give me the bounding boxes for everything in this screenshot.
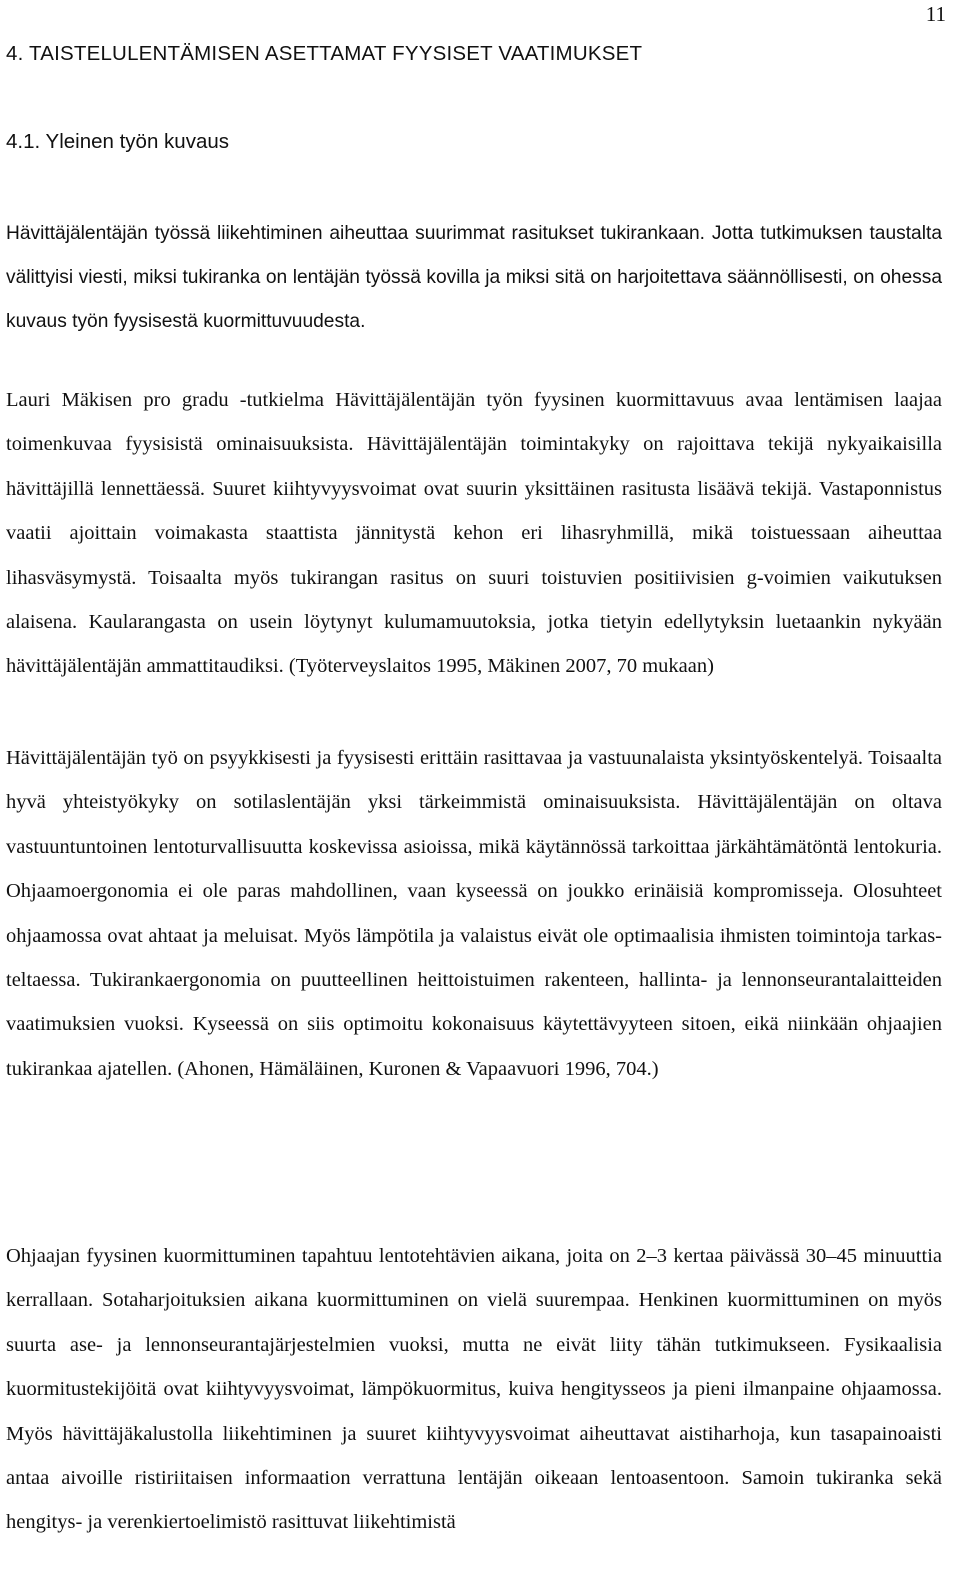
page-number: 11	[925, 2, 946, 26]
chapter-heading: 4. TAISTELULENTÄMISEN ASETTAMAT FYYSISET VAATIMUKSET	[6, 42, 643, 65]
paragraph-intro: Hävittäjälentäjän työssä liikehtiminen aiheuttaa suurimmat rasitukset tukirankaan. Jotta tutkimuksen taustalta välittyisi viesti, miksi tukiranka on lentäjän työssä kovilla ja miksi sitä on harjoitettava säännöllisesti, on ohessa kuvaus työn fyysisestä kuormittuvuudesta.	[6, 223, 942, 332]
paragraph-physical-load: Ohjaajan fyysinen kuormittuminen tapahtuu lentotehtävien aikana, joita on 2–3 kertaa päivässä 30–45 minuuttia kerrallaan. Sotaharjoituksien aikana kuormittuminen on vielä suurempaa. Henkinen kuormittuminen on myös suurta ase- ja lennonseurantajärjestelmien vuoksi, mutta ne eivät liity tähän tutkimukseen. Fysikaalisia kuormitustekijöitä ovat kiihtyvyysvoimat, lämpökuormitus, kuiva hengitysseos ja pieni ilmanpaine ohjaamossa. Myös hävittäjäkalustolla liikehtiminen ja suuret kiihtyvyysvoimat aiheuttavat aistiharhoja, kun tasapainoaisti antaa aivoille ristiriitaisen informaation verrattuna lentäjän oikeaan lentoasentoon. Samoin tukiranka sekä hengitys- ja verenkiertoelimistö rasittuvat liikehtimistä	[6, 1245, 942, 1534]
section-heading: 4.1. Yleinen työn kuvaus	[6, 130, 229, 153]
paragraph-workload: Hävittäjälentäjän työ on psyykkisesti ja fyysisesti erittäin rasittavaa ja vastuunalaista yksintyöskentelyä. Toisaalta hyvä yhteistyökyky on sotilaslentäjän yksi tärkeimmistä ominaisuuksista. Hävittäjälentäjän on oltava vastuuntuntoinen lentoturvallisuutta koskevissa asioissa, mikä käytännössä tarkoittaa järkähtämätöntä lentokuria. Ohjaamoergonomia ei ole paras mahdollinen, vaan kyseessä on joukko erinäisiä kompromisseja. Olosuhteet ohjaamossa ovat ahtaat ja meluisat. Myös lämpötila ja valaistus eivät ole optimaalisia ihmisten toimintoja tarkasteltaessa. Tukirankaergonomia on puutteellinen heittoistuimen rakenteen, hallinta- ja lennonseurantalaitteiden vaatimuksien vuoksi. Kyseessä on siis optimoitu kokonaisuus käytettävyyteen sitoen, eikä niinkään ohjaajien tukirankaa ajatellen. (Ahonen, Hämäläinen, Kuronen & Vapaavuori 1996, 704.)	[6, 747, 942, 1080]
paragraph-makinen: Lauri Mäkisen pro gradu -tutkielma Hävittäjälentäjän työn fyysinen kuormittavuus avaa lentämisen laajaa toimenkuvaa fyysisistä ominaisuuksista. Hävittäjälentäjän toimintakyky on rajoittava tekijä nykyaikaisilla hävittäjillä lennettäessä. Suuret kiihtyvyysvoimat ovat suurin yksittäinen rasitusta lisäävä tekijä. Vastaponnistus vaatii ajoittain voimakasta staattista jännitystä kehon eri lihasryhmillä, mikä toistuessaan aiheuttaa lihasväsymystä. Toisaalta myös tukirangan rasitus on suuri toistuvien positiivisien g-voimien vaikutuksen alaisena. Kaularangasta on usein löytynyt kulumamuutoksia, jotka tietyin edellytyksin luetaankin nykyään hävittäjälentäjän ammattitaudiksi. (Työterveyslaitos 1995, Mäkinen 2007, 70 mukaan)	[6, 389, 942, 678]
